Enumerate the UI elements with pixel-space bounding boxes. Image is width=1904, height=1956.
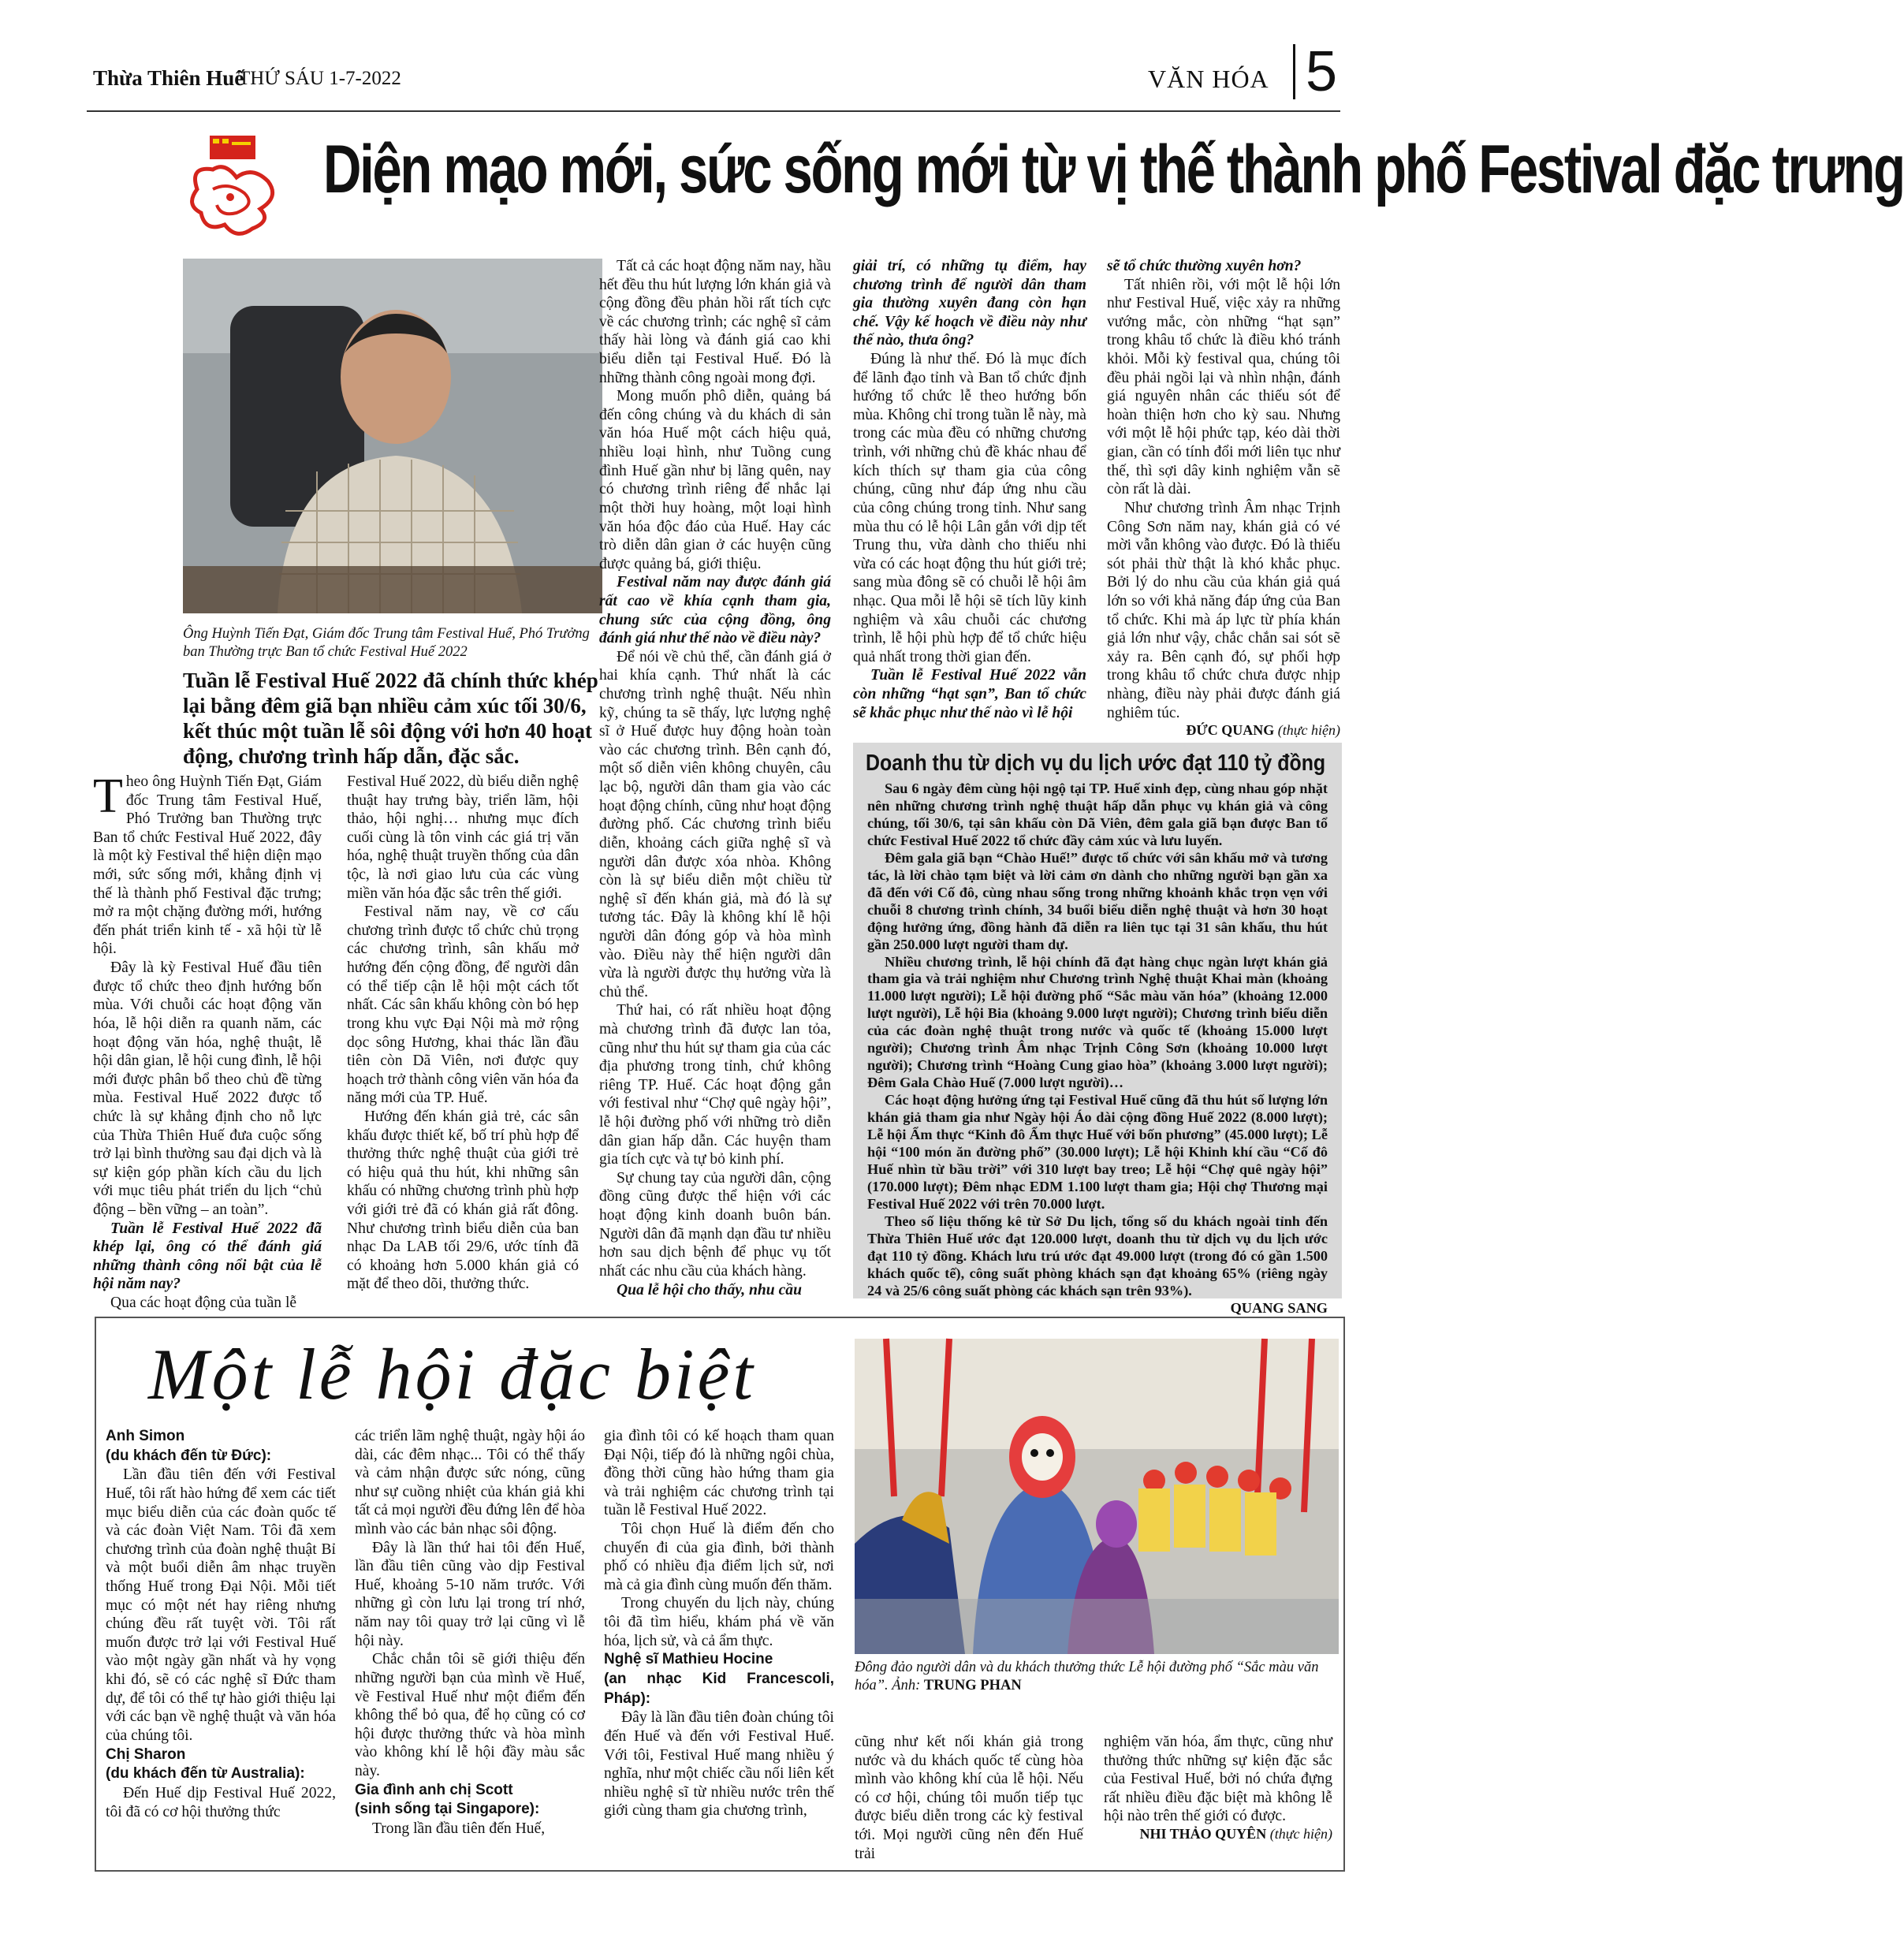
article-column-4: giải trí, có những tụ điểm, hay chương trình để người dân tham gia thường xuyên đang còn hạn chế. Vậy kế hoạch về điều này như thế nào, thưa ông? Đúng là như thế. Đó là mục đích để lãnh đạo tỉnh và Ban tổ chức định hướng tổ chức lễ theo hướng bốn mùa. Không chỉ trong tuần lễ này, mà trong các mùa đều có những chương trình, với những chủ đề khác nhau để kích thích sự tham gia của công chúng, cũng như đáp ứng nhu cầu của công chúng trong tỉnh. Như sang mùa thu có lễ hội Lân gắn với dịp tết Trung thu, vừa dành cho thiếu nhi vừa có các hoạt động thu hút giới trẻ; sang mùa đông sẽ có chuỗi lễ hội âm nhạc. Qua mỗi lễ hội sẽ tích lũy kinh nghiệm và xâu chuỗi các chương trình, lễ hội phù hợp để tổ chức hiệu quả nhất trong thời gian đến. Tuần lễ Festival Huế 2022 vẫn còn những “hạt sạn”, Ban tổ chức sẽ khắc phục như thế nào vì lễ hội	[853, 258, 1086, 721]
bottom-article-title: Một lễ hội đặc biệt	[148, 1334, 756, 1414]
header-rule	[87, 110, 1340, 112]
bottom-column-5: nghiệm văn hóa, ẩm thực, cũng như thưởng thức những sự kiện đặc sắc của Festival Huế, bởi nó chứa đựng rất nhiều điều đặc biệt mà không lễ hội nào trên thế giới có được. NHI THẢO QUYÊN (thực hiện)	[1104, 1734, 1332, 1842]
box-author: QUANG SANG	[1230, 1299, 1328, 1316]
bottom-column-1: Anh Simon (du khách đến từ Đức): Lần đầu tiên đến với Festival Huế, tôi rất hào hứng để xem các tiết mục biểu diễn của các đoàn quốc tế và các đoàn Việt Nam. Tôi đã xem chương trình của đoàn nghệ thuật Bỉ và một buổi diễn âm nhạc truyền thống Huế trong Đại Nội. Mỗi tiết mục có một nét hay riêng nhưng chúng đều rất tuyệt vời. Tôi rất muốn được trở lại với Festival Huế vào một ngày gần nhất và hy vọng khi đó, sẽ có các nghệ sĩ Đức tham dự, để tôi có thể tự hào giới thiệu lại với các bạn về nghệ thuật và văn hóa của chúng tôi. Chị Sharon (du khách đến từ Australia): Đến Huế dịp Festival Huế 2022, tôi đã có cơ hội thưởng thức	[106, 1428, 336, 1820]
header-divider	[1293, 44, 1295, 99]
section-name: VĂN HÓA	[1148, 65, 1269, 93]
festival-parade-photo	[855, 1339, 1339, 1654]
festival-logo-icon	[181, 134, 284, 244]
publication-name: Thừa Thiên Huế	[93, 66, 244, 90]
article-column-3: Tất cả các hoạt động năm nay, hầu hết đều thu hút lượng lớn khán giả và cộng đồng đều phản hồi rất tích cực về các chương trình; các nghệ sĩ cảm thấy hài lòng và đánh giá cao khi biểu diễn tại Festival Huế. Đó là những thành công ngoài mong đợi. Mong muốn phô diễn, quảng bá đến công chúng và du khách di sản văn hóa Huế một cách hiệu quả, nhiều loại hình, như Tuồng cung đình Huế gần như bị lãng quên, nay có chương trình riêng để nhắc lại một thời huy hoàng, một loại hình văn hóa độc đáo của Huế. Hay các trò diễn dân gian ở các huyện cũng được quảng bá, giới thiệu. Festival năm nay được đánh giá rất cao về khía cạnh tham gia, chung sức của cộng đồng, ông đánh giá như thế nào về điều này? Để nói về chủ thể, cần đánh giá ở hai khía cạnh. Thứ nhất là các chương trình nghệ thuật. Nếu nhìn kỹ, chúng ta sẽ thấy, lực lượng nghệ sĩ ở Huế được huy động hoàn toàn vào các chương trình. Bên cạnh đó, một số diễn viên không chuyên, câu lạc bộ, người dân tham gia vào các hoạt động chính, cũng như hoạt động đường phố. Các chương trình biểu diễn, khoảng cách giữa nghệ sĩ và người dân được xóa nhòa. Không còn là sự biểu diễn một chiều từ nghệ sĩ đến khán giả, mà đó là sự tương tác. Đây là không khí lễ hội người dân đóng góp và hòa mình vào. Điều này thể hiện người dân vừa là người được thụ hưởng vừa là chủ thể. Thứ hai, có rất nhiều hoạt động mà chương trình đã được lan tỏa, cũng như thu hút sự tham gia của các địa phương trong tỉnh, chứ không riêng TP. Huế. Các hoạt động gắn với festival như “Chợ quê ngày hội”, lễ hội đường phố với những trò diễn dân gian hấp dẫn. Các huyện tham gia tích cực và tự bỏ kinh phí. Sự chung tay của người dân, cộng đồng cũng được thể hiện với các hoạt động kinh doanh buôn bán. Người dân đã mạnh dạn đầu tư nhiều hơn sau dịch bệnh để phục vụ tốt nhất các nhu cầu của khách hàng. Qua lễ hội cho thấy, nhu cầu	[599, 258, 831, 1298]
page-headline: Diện mạo mới, sức sống mới từ vị thế thành phố Festival đặc trưng	[323, 132, 1904, 207]
article-column-1: Theo ông Huỳnh Tiến Đạt, Giám đốc Trung tâm Festival Huế, Phó Trưởng ban Thường trực Ban tổ chức Festival Huế 2022, đây là một kỳ Festival thể hiện diện mạo mới, sức sống mới, khẳng định vị thế là thành phố Festival đặc trưng; mở ra một chặng đường mới, hướng đến phát triển kinh tế - xã hội từ lễ hội. Đây là kỳ Festival Huế đầu tiên được tổ chức theo định hướng bốn mùa. Với chuỗi các hoạt động văn hóa, lễ hội diễn ra quanh năm, các hoạt động văn hóa, nghệ thuật, lễ hội dân gian, lễ hội cung đình, lễ hội mới được phân bổ theo chủ đề từng mùa. Festival Huế 2022 được tổ chức là sự khẳng định cho nỗ lực của Thừa Thiên Huế đưa cuộc sống trở lại bình thường sau đại dịch và là sự kiện góp phần kích cầu du lịch với mục tiêu phát triển du lịch “chủ động – bền vững – an toàn”. Tuần lễ Festival Huế 2022 đã khép lại, ông có thể đánh giá những thành công nổi bật của lễ hội năm nay? Qua các hoạt động của tuần lễ	[93, 769, 322, 1312]
bottom-column-4: cũng như kết nối khán giả trong nước và du khách quốc tế cùng hòa mình vào không khí của lễ hội. Nếu có cơ hội, chúng tôi muốn tiếp tục được biểu diễn trong các kỳ festival tới. Mọi người cũng nên đến Huế trải	[855, 1734, 1083, 1862]
drop-cap: T	[93, 769, 123, 823]
bottom-column-3: gia đình tôi có kế hoạch tham quan Đại Nội, tiếp đó là những ngôi chùa, đồng thời cũng hào hứng tham gia và trải nghiệm các chương trình tại tuần lễ Festival Huế 2022. Tôi chọn Huế là điểm đến cho chuyến đi của gia đình, bởi thành phố có nhiều địa điểm lịch sử, nơi mà cả gia đình cùng muốn đến thăm. Trong chuyến du lịch này, chúng tôi đã tìm hiểu, khám phá về văn hóa, lịch sử, và cả ẩm thực. Nghệ sĩ Mathieu Hocine (an nhạc Kid Francescoli, Pháp): Đây là lần đầu tiên đoàn chúng tôi đến Huế và đến với Festival Huế. Với tôi, Festival Huế mang nhiều ý nghĩa, như một chiếc cầu nối liên kết nhiều nghệ sĩ từ nhiều nước trên thế giới cùng tham gia chương trình,	[604, 1428, 834, 1820]
box-text: Sau 6 ngày đêm cùng hội ngộ tại TP. Huế xinh đẹp, cùng nhau góp nhặt nên những chương trình nghệ thuật hấp dẫn phục vụ khán giả và công chúng, tối 30/6, tại sân khấu còn Dã Viên, đêm gala giã bạn được Ban tổ chức Festival Huế 2022 tổ chức đầy cảm xúc và lưu luyến. Đêm gala giã bạn “Chào Huế!” được tổ chức với sân khấu mở và tương tác, là lời chào tạm biệt và lời cảm ơn dành cho những người bạn gần xa đã đến với Cố đô, cùng nhau sống trong những khoảnh khắc trọn vẹn với chuỗi 8 chương trình chính, 34 buổi biểu diễn nghệ thuật và hơn 30 hoạt động hưởng ứng, đồng hành đã diễn ra liên tục tại 31 sân khấu, thu hút gần 250.000 lượt người tham dự. Nhiều chương trình, lễ hội chính đã đạt hàng chục ngàn lượt khán giả tham gia và trải nghiệm như Chương trình Nghệ thuật Khai màn (khoảng 11.000 lượt người); Lễ hội đường phố “Sắc màu văn hóa” (khoảng 12.000 lượt người), Lễ hội Bia (khoảng 9.000 lượt người); Chương trình biểu diễn của các đoàn nghệ thuật trong nước và quốc tế (khoảng 15.000 lượt người); Chương trình Âm nhạc Trịnh Công Sơn (khoảng 10.000 lượt người); Chương trình “Hoàng Cung giao hòa” (khoảng 3.000 lượt người); Đêm Gala Chào Huế (7.000 lượt người)… Các hoạt động hưởng ứng tại Festival Huế cũng đã thu hút số lượng lớn khán giả tham gia như Ngày hội Áo dài cộng đồng Huế 2022 (8.000 lượt); Lễ hội Ẩm thực “Kinh đô Ẩm thực Huế với bốn phương” (45.000 lượt); Lễ hội “100 món ăn đường phố” (30.000 lượt); Lễ hội Khinh khí cầu “Cố đô Huế nhìn từ bầu trời” với 310 lượt bay treo; Lễ hội “Chợ quê ngày hội” (170.000 lượt); Đêm nhạc EDM 1.100 lượt tham gia; Hội chợ Thương mại Festival Huế 2022 với trên 70.000 lượt. Theo số liệu thống kê từ Sở Du lịch, tổng số du khách ngoài tỉnh đến Thừa Thiên Huế ước đạt 120.000 lượt, doanh thu từ dịch vụ du lịch ước đạt 110 tỷ đồng. Khách lưu trú ước đạt 49.000 lượt (trong đó có gần 1.500 khách quốc tế), công suất phòng khách sạn đạt khoảng 65% (riêng ngày 24 và 25/6 công suất phòng các khách sạn trên 93%). QUANG SANG	[867, 781, 1328, 1316]
portrait-caption: Ông Huỳnh Tiến Đạt, Giám đốc Trung tâm Festival Huế, Phó Trưởng ban Thường trực Ban tổ chức Festival Huế 2022	[183, 626, 590, 661]
issue-date: THỨ SÁU 1-7-2022	[238, 68, 401, 89]
article-column-2: Festival Huế 2022, dù biểu diễn nghệ thuật hay trưng bày, triển lãm, hội thảo, hội nghị… nhưng mục đích cuối cùng là tôn vinh các giá trị văn hóa, nghệ thuật truyền thống của dân tộc, là nơi giao lưu của các vùng miền văn hóa đặc sắc trên thế giới. Festival năm nay, về cơ cấu chương trình được tổ chức chủ trọng các chương trình, sân khấu mở hướng đến cộng đồng, để người dân có thể tiếp cận lễ hội một cách tốt nhất. Các sân khấu không còn bó hẹp trong khu vực Đại Nội mà mở rộng dọc sông Hương, khai thác lần đầu tiên còn Dã Viên, nơi được quy hoạch trở thành công viên văn hóa đa năng mới của TP. Huế. Hướng đến khán giả trẻ, các sân khấu được thiết kế, bố trí phù hợp để thưởng thức nghệ thuật của giới trẻ có hiệu quả thu hút, khi những sân khấu có những chương trình phù hợp với giới trẻ đã có khán giả rất đông. Như chương trình biểu diễn của ban nhạc Da LAB tối 29/6, ước tính đã có khoảng hơn 5.000 khán giả có mặt để theo dõi, thưởng thức.	[347, 773, 579, 1293]
box-title: Doanh thu từ dịch vụ du lịch ước đạt 110 tỷ đồng	[866, 751, 1326, 776]
author-byline: ĐỨC QUANG (thực hiện)	[1186, 722, 1340, 739]
article-lead: Tuần lễ Festival Huế 2022 đã chính thức khép lại bằng đêm giã bạn nhiều cảm xúc tối 30/6, kết thúc một tuần lễ sôi động với hơn 40 hoạt động, chương trình hấp dẫn, đặc sắc.	[183, 669, 598, 768]
bottom-column-2: các triển lãm nghệ thuật, ngày hội áo dài, các đêm nhạc... Tôi có thể thấy và cảm nhận được sức nóng, cũng như sự cuồng nhiệt của khán giả khi tất cả mọi người đều đứng lên để hòa mình vào các bản nhạc sôi động. Đây là lần thứ hai tôi đến Huế, lần đầu tiên cũng vào dịp Festival Huế, khoảng 5-10 năm trước. Với những gì còn lưu lại trong trí nhớ, năm nay tôi quay trở lại cũng vì lễ hội này. Chắc chắn tôi sẽ giới thiệu đến những người bạn của mình về Huế, về Festival Huế như một điểm đến không thể bỏ qua, để họ cũng có cơ hội được thưởng thức và hòa mình vào không khí lễ hội đầy màu sắc này. Gia đình anh chị Scott (sinh sống tại Singapore): Trong lần đầu tiên đến Huế,	[355, 1428, 585, 1837]
interview-question: Tuần lễ Festival Huế 2022 đã khép lại, ông có thể đánh giá những thành công nổi bật của lễ hội năm nay?	[93, 1220, 322, 1293]
interview-question: Tuần lễ Festival Huế 2022 vẫn còn những “hạt sạn”, Ban tổ chức sẽ khắc phục như thế nào vì lễ hội	[853, 667, 1086, 721]
page-number: 5	[1306, 40, 1338, 103]
interview-question: Qua lễ hội cho thấy, nhu cầu	[617, 1281, 802, 1298]
parade-caption: Đông đảo người dân và du khách thưởng thức Lễ hội đường phố “Sắc màu văn hóa”. Ảnh: TRUNG PHAN	[855, 1660, 1319, 1693]
portrait-photo	[183, 259, 602, 613]
author-byline: NHI THẢO QUYÊN (thực hiện)	[1139, 1826, 1332, 1842]
article-column-5: sẽ tổ chức thường xuyên hơn? Tất nhiên rồi, với một lễ hội lớn như Festival Huế, việc xảy ra những vướng mắc, còn những “hạt sạn” trong khâu tổ chức là điều khó tránh khỏi. Mỗi kỳ festival qua, chúng tôi đều phải ngồi lại và nhìn nhận, đánh giá nguyên nhân các thiếu sót để hoàn thiện hơn cho kỳ sau. Nhưng với một lễ hội phức tạp, kéo dài thời gian, cần có tính đổi mới liên tục như thế, thì sợi dây kinh nghiệm vẫn sẽ còn rất là dài. Như chương trình Âm nhạc Trịnh Công Sơn năm nay, khán giả có vé mời vẫn không vào được. Đó là thiếu sót phải thừ thật là khó khắc phục. Bởi lý do nhu cầu của khán giả quá lớn so với khả năng đáp ứng của Ban tổ chức. Khi mà áp lực từ phía khán giả lớn như vậy, chắc chắn sai sót sẽ xảy ra. Bên cạnh đó, sự phối hợp trong khâu tổ chức chưa được nhịp nhàng, điều này phải được đánh giá nghiêm túc. ĐỨC QUANG (thực hiện)	[1107, 258, 1340, 739]
interview-question: Festival năm nay được đánh giá rất cao về khía cạnh tham gia, chung sức của cộng đồng, ông đánh giá như thế nào về điều này?	[599, 574, 831, 647]
